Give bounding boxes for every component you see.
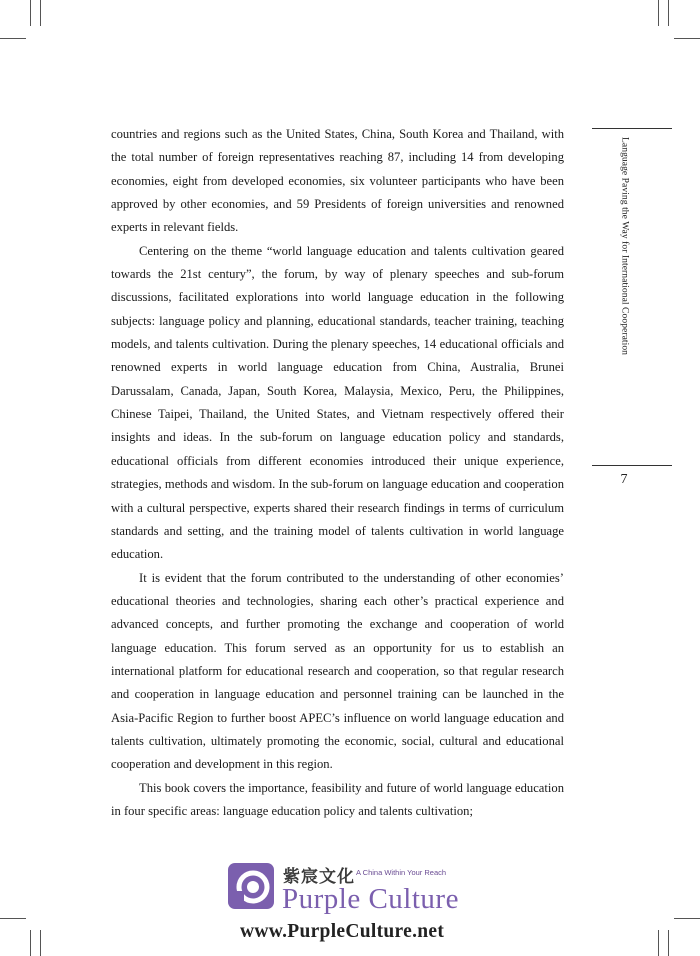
running-head-text: Language Paving the Way for International Cooperation [619,137,631,356]
crop-mark [668,930,669,956]
crop-mark [674,918,700,919]
paragraph: Centering on the theme “world language education and talents cultivation geared towards the 21st century”, the forum, by way of plenary speeches and sub-forum discussions, facilitated explorations into world language education in the following subjects: language policy and planning, educational standards, teacher training, teaching models, and talents cultivation. During the plenary speeches, 14 educational officials and renowned experts in world language education from China, Australia, Brunei Darussalam, Canada, Japan, South Korea, Malaysia, Mexico, Peru, the Philippines, Chinese Taipei, Thailand, the United States, and Vietnam respectively offered their insights and ideas. In the sub-forum on language education policy and standards, educational officials from different economies introduced their unique experience, strategies, methods and wisdom. In the sub-forum on language education and cooperation with a cultural perspective, experts shared their research findings in terms of curriculum standards and setting, and the training model of talents cultivation in world language education. [111,243,564,562]
running-head-rule [592,128,672,129]
crop-mark [0,38,26,39]
crop-mark [674,38,700,39]
crop-mark [0,918,26,919]
watermark-url[interactable]: www.PurpleCulture.net [240,921,445,942]
crop-mark [668,0,669,26]
running-head [615,137,635,369]
crop-mark [40,0,41,26]
paragraph: It is evident that the forum contributed to the understanding of other economies’ educational theories and technologies, sharing each other’s practical experience and advanced concepts, and further promoting the exchange and cooperation of world language education. This forum served as an opportunity for us to establish an international platform for educational research and cooperation, so that regular research and cooperation in language education and personnel training can be launched in the Asia-Pacific Region to further boost APEC’s influence on world language education and talents cultivation, ultimately promoting the economic, social, cultural and educational cooperation and development in this region. [111,570,564,772]
page-number-rule [592,465,672,466]
page-number: 7 [620,472,628,487]
watermark-chinese-name: 紫宸文化 [283,867,355,887]
crop-mark [30,930,31,956]
body-text [111,123,564,823]
crop-mark [40,930,41,956]
watermark-tagline: A China Within Your Reach [356,868,447,877]
watermark-name: Purple Culture [282,883,459,915]
crop-mark [658,0,659,26]
crop-mark [30,0,31,26]
purple-culture-logo-icon [228,863,274,909]
paragraph: countries and regions such as the United States, China, South Korea and Thailand, with the total number of foreign representatives reaching 87, including 14 from developing economies, eight from developed economies, six volunteer participants who have been approved by other economies, and 59 Presidents of foreign universities and renowned experts in relevant fields. [111,127,564,235]
paragraph: This book covers the importance, feasibility and future of world language education in four specific areas: language education policy and talents cultivation; [111,780,564,818]
crop-mark [658,930,659,956]
